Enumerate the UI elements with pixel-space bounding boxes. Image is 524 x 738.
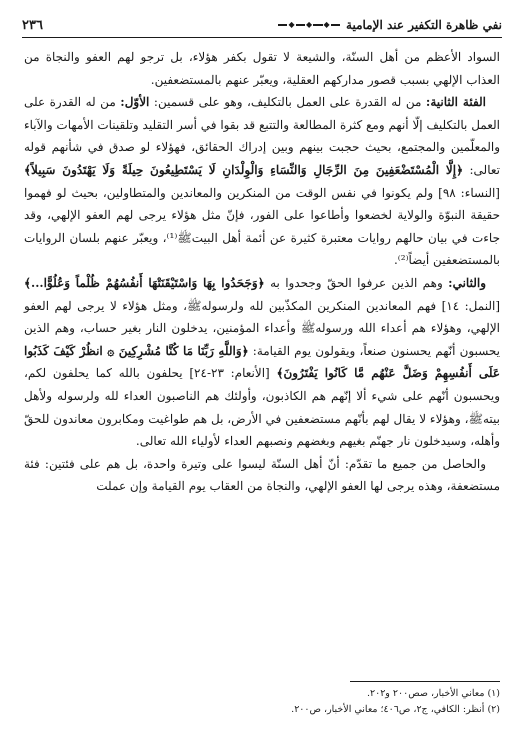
quran-verse-nisa: ﴿إِلَّا الْمُسْتَضْعَفِينَ مِنَ الرِّجَالِ وَالنِّسَاءِ وَالْوِلْدَانِ لَا يَسْتَطِيعُونَ حِيلَةً وَلَا يَهْتَدُونَ سَبِيلاً﴾ [24, 162, 464, 177]
paragraph-2-text-c: [النساء: ٩٨] ولم يكونوا في نفس الوقت من المنكرين والمعاندين والمتطاولين، بحيث لو فهموا حقيقة النبوّة والولاية لخضعوا وأطاعوا على الفور، فإنّ مثل هؤلاء يرجى لهم العفو الإلهي، وقد جاءت في بيان حالهم روايات معتبرة كثيرة عن أئمة أهل البيت [24, 185, 500, 245]
running-title: نفي ظاهرة التكفير عند الإمامية [346, 18, 502, 32]
footnote-rule [350, 681, 500, 682]
paragraph-3-text-a: وهم الذين عرفوا الحقّ وجحدوا به [264, 275, 449, 290]
main-text [24, 46, 500, 498]
paragraph-2-text-a: من له القدرة على العمل بالتكليف، وهو على قسمين: [149, 95, 426, 110]
header-ornament: ◆ ◆ ◆ [278, 21, 340, 29]
quran-verse-anam: ﴿وَاللَّهِ رَبِّنَا مَا كُنَّا مُشْرِكِينَ ۞ انظُرْ كَيْفَ كَذَبُوا عَلَى أَنفُسِهِمْ وَضَلَّ عَنْهُم مَّا كَانُوا يَفْتَرُونَ﴾ [24, 343, 500, 381]
second-type-heading: والثاني: [448, 275, 486, 290]
paragraph-2 [24, 91, 500, 272]
footnote-2: (٢) أنظر: الكافي، ج٢، ص٤٠٦؛ معاني الأخبار، ص٢٠٠. [291, 704, 500, 715]
footnotes [24, 686, 500, 718]
header-title-group [278, 18, 502, 32]
category-two-heading: الفئة الثانية: [425, 95, 486, 110]
footnote-1: (١) معاني الأخبار، صص٢٠٠ و٢٠٢. [366, 688, 500, 699]
header-rule [22, 37, 502, 38]
paragraph-3-text-c: [الأنعام: ٢٣-٢٤] يحلفون بالله كما يحلفون لكم، ويحسبون أنّهم على شيء ألا إنّهم هم الكاذبون، وأولئك هم الناصبون العداء لله ولرسوله ولأهل بيتهﷺ، وهؤلاء لا يقال لهم بأنّهم مستضعفين في الأرض، بل هم طواغيت ومكابرون معاندون للحقّ وأهله، وسيدخلون نار جهنّم بغيهم وبغضهم ونصبهم العداء لأولياء الله تعالى. [24, 366, 500, 449]
page-number: ٢٣٦ [22, 17, 43, 33]
paragraph-1: السواد الأعظم من أهل السنّة، والشيعة لا تقول بكفر هؤلاء، بل ترجو لهم العفو والنجاة من العذاب الإلهي بسبب قصور مداركهم العقلية، ويعبّر عنهم بالمستضعفين. [24, 50, 500, 87]
quran-verse-naml: ﴿وَجَحَدُوا بِهَا وَاسْتَيْقَنَتْهَا أَنفُسُهُمْ ظُلْماً وَعُلُوًّا...﴾ [24, 275, 265, 290]
paragraph-3-text-b: [النمل: ١٤] فهم المعاندين المنكرين المكذّبين لله ولرسولهﷺ، ومثل هؤلاء لا يرجى لهم العفو الإلهي، وهؤلاء هم أعداء الله ورسولهﷺ وأعداء المؤمنين، يدخلون النار بغير حساب، وهم الذين يحسبون أنّهم يحسنون صنعاً، ويقولون يوم القيامة: [24, 298, 500, 358]
paragraph-3 [24, 272, 500, 453]
paragraph-4: والحاصل من جميع ما تقدّم: أنّ أهل السنّة ليسوا على وتيرة واحدة، بل هم على فئتين: فئة مستضعفة، وهذه يرجى لها العفو الإلهي، والنجاة من العقاب يوم القيامة وإن عملت [24, 456, 500, 494]
page-header [22, 14, 502, 36]
first-type-heading: الأوّل: [120, 95, 150, 110]
paragraph-2-text-b: من له القدرة على العمل بالتكليف إلّا أنهم ومع كثرة المطالعة والتتبع قد بقوا في أسر التقليد وتلقينات الأمهات والآباء والمعلّمين والمجتمع، بحيث حجبت بينهم وبين إدراك الحقائق، فهؤلاء لو صدق في شأنهم قوله تعالى: [24, 95, 500, 177]
paragraph-2-text-d: ﷺ⁽¹⁾، ويعبّر عنهم بلسان الروايات بالمستضعفين أيضاً⁽²⁾. [24, 230, 500, 268]
